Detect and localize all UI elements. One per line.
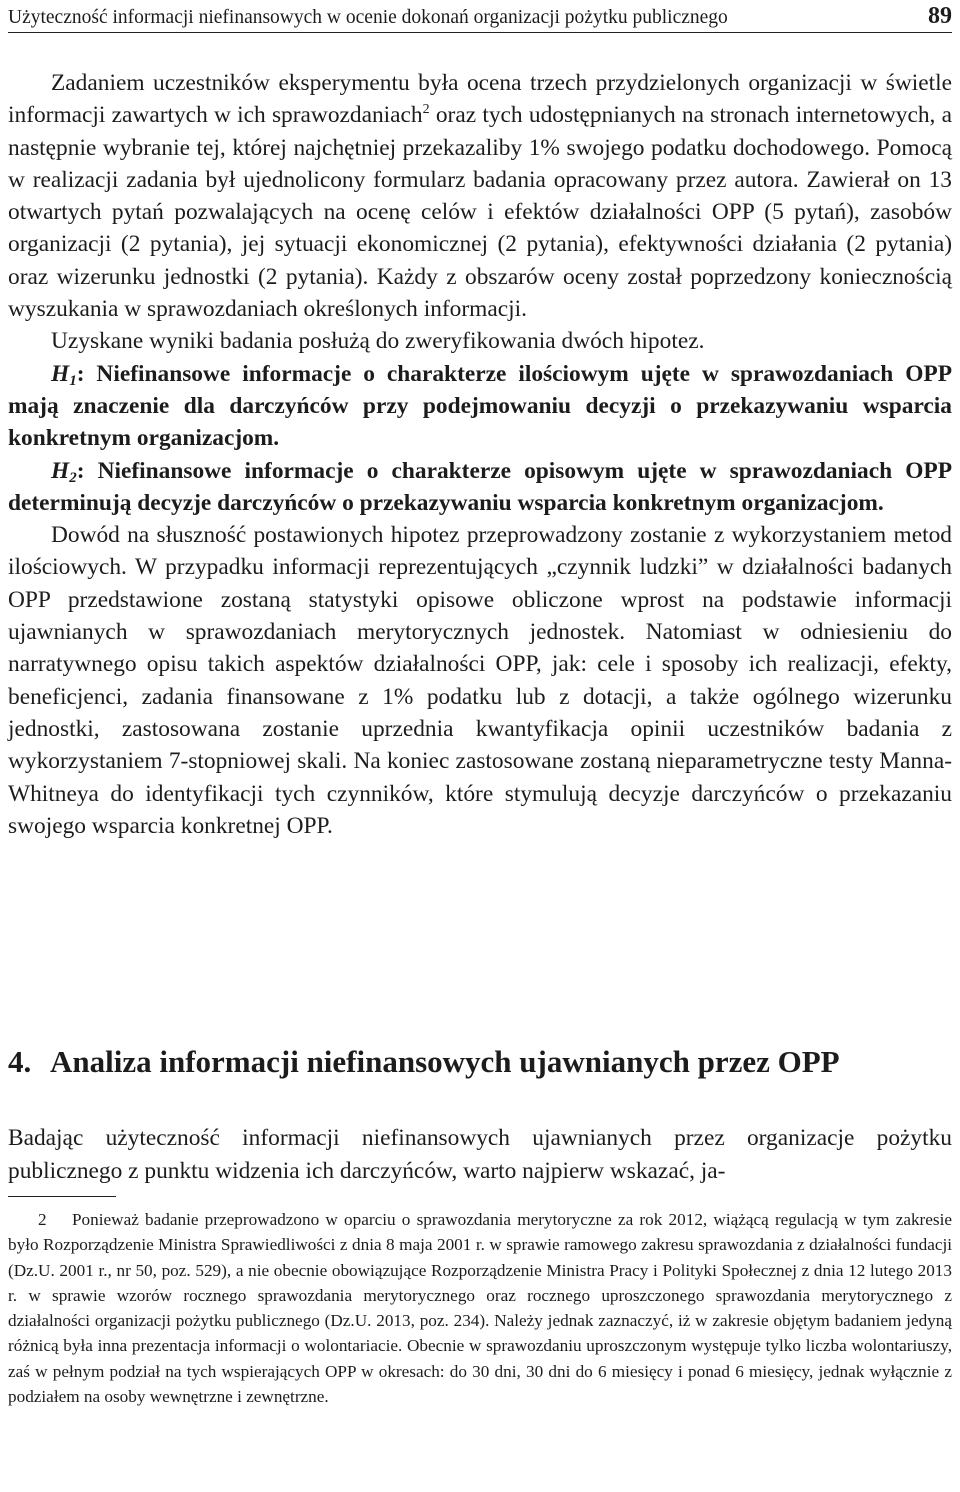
footnote xyxy=(8,1207,952,1409)
section-title: Analiza informacji niefinansowych ujawnianych przez OPP xyxy=(50,1044,840,1079)
running-header xyxy=(8,3,952,33)
footnote-mark: 2 xyxy=(38,1210,47,1229)
page-number: 89 xyxy=(928,3,952,29)
hypothesis-2-text: : Niefinansowe informacje o charakterze opisowym ujęte w sprawozdaniach OPP determinują decyzje darczyńców o przekazywaniu wsparcia konkretnym organizacjom. xyxy=(8,457,952,516)
paragraph-experiment-text-1: Zadaniem uczestników eksperymentu była ocena trzech przydzielonych organizacji w świetle informacji zawartych w ich sprawozdaniach xyxy=(8,70,952,129)
hypothesis-2 xyxy=(8,455,952,520)
section-number: 4. xyxy=(8,1044,32,1079)
hypothesis-1-text: : Niefinansowe informacje o charakterze ilościowym ujęte w sprawozdaniach OPP mają znaczenie dla darczyńców przy podejmowaniu decyzji o przekazywaniu wsparcia konkretnym organizacjom. xyxy=(8,360,952,452)
hypothesis-2-label: $H_2$ xyxy=(51,457,77,486)
section-heading xyxy=(8,1044,952,1080)
body-text xyxy=(8,67,952,842)
footnote-reference[interactable]: 2 xyxy=(422,102,430,118)
paragraph-experiment xyxy=(8,67,952,325)
hypothesis-1 xyxy=(8,358,952,455)
footnote-divider xyxy=(8,1196,116,1197)
section-paragraph: Badając użyteczność informacji niefinansowych ujawnianych przez organizacje pożytku publicznego z punktu widzenia ich darczyńców, warto najpierw wskazać, ja- xyxy=(8,1125,952,1184)
paragraph-hypotheses-intro: Uzyskane wyniki badania posłużą do zweryfikowania dwóch hipotez. xyxy=(51,328,705,355)
paragraph-methodology: Dowód na słuszność postawionych hipotez przeprowadzony zostanie z wykorzystaniem metod ilościowych. W przypadku informacji reprezentujących „czynnik ludzki” w działalności badanych OPP przedstawione zostaną statystyki opisowe obliczone wprost na podstawie informacji ujawnianych w sprawozdaniach merytorycznych jednostek. Natomiast w odniesieniu do narratywnego opisu takich aspektów działalności OPP, jak: cele i sposoby ich realizacji, efekty, beneficjenci, zadania finansowane z 1% podatku lub z dotacji, a także ogólnego wizerunku jednostki, zastosowana zostanie uprzednia kwantyfikacja opinii uczestników badania z wykorzystaniem 7-stopniowej skali. Na koniec zastosowane zostaną nieparametryczne testy Manna-Whitneya do identyfikacji tych czynników, które stymulują decyzje darczyńców o przekazaniu swojego wsparcia konkretnej OPP. xyxy=(8,522,952,839)
running-title: Użyteczność informacji niefinansowych w ocenie dokonań organizacji pożytku publicznego xyxy=(8,7,728,28)
section-text xyxy=(8,1122,952,1188)
paragraph-experiment-text-2: oraz tych udostępnianych na stronach internetowych, a następnie wybranie tej, której najchętniej przekazaliby 1% swojego podatku dochodowego. Pomocą w realizacji zadania był ujednolicony formularz badania opracowany przez autora. Zawierał on 13 otwartych pytań pozwalających na ocenę celów i efektów działalności OPP (5 pytań), zasobów organizacji (2 pytania), jej sytuacji ekonomicznej (2 pytania), efektywności działania (2 pytania) oraz wizerunku jednostki (2 pytania). Każdy z obszarów oceny został poprzedzony koniecznością wyszukania w sprawozdaniach określonych informacji. xyxy=(8,102,952,323)
hypothesis-1-label: $H_1$ xyxy=(51,360,77,389)
footnote-text: Ponieważ badanie przeprowadzono w oparciu o sprawozdania merytoryczne za rok 2012, wiążącą regulacją w tym zakresie było Rozporządzenie Ministra Sprawiedliwości z dnia 8 maja 2001 r. w sprawie ramowego zakresu sprawozdania z działalności fundacji (Dz.U. 2001 r., nr 50, poz. 529), a nie obecnie obowiązujące Rozporządzenie Ministra Pracy i Polityki Społecznej z dnia 12 lutego 2013 r. w sprawie wzorów rocznego sprawozdania merytorycznego oraz rocznego uproszczonego sprawozdania merytorycznego z działalności organizacji pożytku publicznego (Dz.U. 2013, poz. 234). Należy jednak zaznaczyć, iż w zakresie objętym badaniem jedyną różnicą była inna prezentacja informacji o wolontariacie. Obecnie w sprawozdaniu uproszczonym występuje tylko liczba wolontariuszy, zaś w pełnym podział na tych wspierających OPP w okresach: do 30 dni, 30 dni do 6 miesięcy i ponad 6 miesięcy, jednak wyłącznie z podziałem na osoby wewnętrzne i zewnętrzne. xyxy=(8,1210,952,1407)
